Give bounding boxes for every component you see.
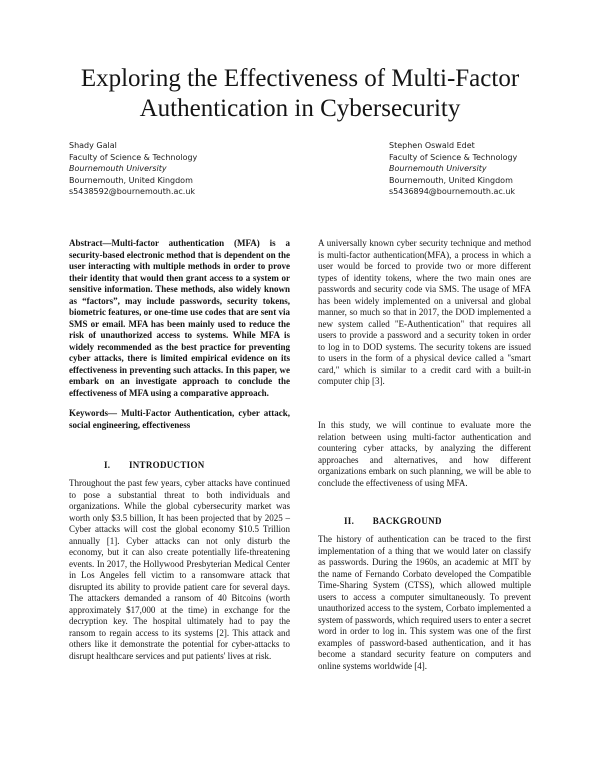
author-block-1 xyxy=(69,140,197,198)
author-university: Bournemouth University xyxy=(389,164,487,173)
section-heading-introduction: I. INTRODUCTION xyxy=(104,460,205,470)
introduction-text: Throughout the past few years, cyber attacks have continued to pose a substantial threat to both individuals and organizations. While the global cybersecurity market was worth only $3.5 billion, It has been projected that by 2025 – Cyber attacks will cost the global economy $10.5 Trillion annually [1]. Cyber attacks can not only disturb the economy, but it can also create potentially life-threatening events. In 2017, the Hollywood Presbyterian Medical Center in Los Angeles fell victim to a ransomware attack that disrupted its ability to provide patient care for several days. The attackers demanded a ransom of 40 Bitcoins (worth approximately $17,000 at the time) in exchange for the decryption key. The hospital ultimately had to pay the ransom to regain access to its systems [2]. This attack and others like it demonstrate the potential for cyber-attacks to disrupt healthcare services and put patients' lives at risk. xyxy=(69,478,290,661)
author-university: Bournemouth University xyxy=(69,164,167,173)
author-email: s5438592@bournemouth.ac.uk xyxy=(69,187,196,196)
author-email: s5436894@bournemouth.ac.uk xyxy=(389,187,516,196)
mfa-overview-paragraph: A universally known cyber security technique and method is multi-factor authentication(MFA), a process in which a user would be forced to provide two or more different types of identity tokens, where the two main ones are passwords and security code via SMS. The usage of MFA has been widely implemented on a universal and global manner, so much so that in 2017, the DOD implemented a new system called "E-Authentication" that requires all users to provide a password and a security token in order to log in to DOD systems. The security tokens are issued to users in the form of a physical device called a "smart card," which is similar to a credit card with a built-in computer chip [3]. xyxy=(318,238,531,386)
author-name: Shady Galal xyxy=(69,141,117,150)
study-aim-section xyxy=(318,420,531,489)
background-section xyxy=(318,534,531,672)
right-column-intro xyxy=(318,238,531,388)
author-department: Faculty of Science & Technology xyxy=(69,152,198,162)
abstract-text: Abstract—Multi-factor authentication (MFA) is a security-based electronic method that is dependent on the user interacting with multiple methods in order to prove their identity that would then grant access to a system or sensitive information. These methods, also widely known as “factors”, may include passwords, security tokens, biometric features, or one-time use codes that are sent via SMS or email. MFA has been mainly used to reduce the risk of unauthorized access to systems. While MFA is widely recommended as the best practice for preventing cyber attacks, there is limited empirical evidence on its effectiveness in preventing such attacks. In this paper, we embark on an investigate approach to conclude the effectiveness of MFA using a comparative approach. xyxy=(69,238,290,398)
keywords-text: Keywords— Multi-Factor Authentication, cyber attack, social engineering, effectiveness xyxy=(69,408,290,430)
introduction-section xyxy=(69,478,290,662)
study-aim-paragraph: In this study, we will continue to evaluate more the relation between using multi-factor authentication and countering cyber attacks, by analyzing the different approaches and alternatives, and how different organizations embark on such planning, we will be able to conclude the effectiveness of using MFA. xyxy=(318,420,531,488)
author-location: Bournemouth, United Kingdom xyxy=(69,175,193,185)
paper-title xyxy=(40,64,560,124)
paper-title-line-2: Authentication in Cybersecurity xyxy=(139,95,461,122)
author-block-2 xyxy=(389,140,517,198)
author-location: Bournemouth, United Kingdom xyxy=(389,175,513,185)
paper-title-line-1: Exploring the Effectiveness of Multi-Factor xyxy=(80,65,520,92)
author-name: Stephen Oswald Edet xyxy=(389,141,475,150)
abstract-section xyxy=(69,238,290,431)
author-department: Faculty of Science & Technology xyxy=(389,152,518,162)
section-heading-background: II. BACKGROUND xyxy=(344,516,442,526)
background-text: The history of authentication can be traced to the first implementation of a thing that we would later on classify as passwords. During the 1960s, an academic at MIT by the name of Fernando Corbato developed the Compatible Time-Sharing System (CTSS), which allowed multiple users to access a computer simultaneously. To prevent unauthorized access to the system, Corbato implemented a system of passwords, which required users to enter a secret word in order to log in. This system was one of the first examples of password-based authentication, and it has become a standard security feature on computers and online systems worldwide [4]. xyxy=(318,534,531,671)
